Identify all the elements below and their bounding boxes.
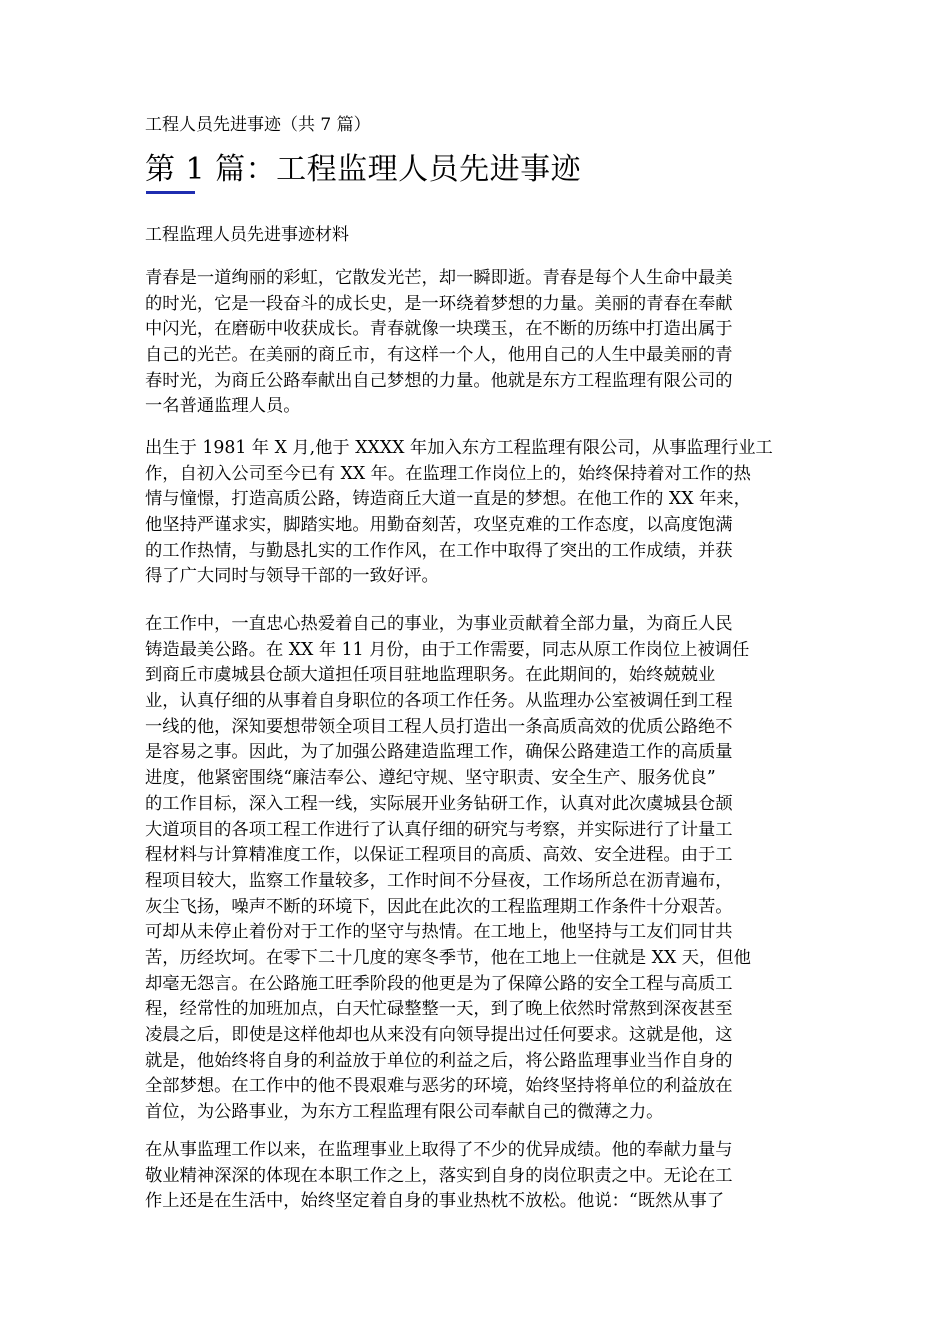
text-line: 一名普通监理人员。	[145, 396, 301, 417]
text-line: 却毫无怨言。在公路施工旺季阶段的他更是为了保障公路的安全工程与高质工	[145, 973, 733, 994]
text-line: 作，自初入公司至今已有 XX 年。在监理工作岗位上的，始终保持着对工作的热	[145, 463, 751, 484]
text-line: 中闪光，在磨砺中收获成长。青春就像一块璞玉，在不断的历练中打造出属于	[145, 319, 733, 340]
text-line: 出生于 1981 年 X 月,他于 XXXX 年加入东方工程监理有限公司，从事监理行业工	[145, 438, 773, 458]
text-line: 到商丘市虞城县仓颉大道担任项目驻地监理职务。在此期间的，始终兢兢业	[145, 665, 716, 686]
text-line: 得了广大同时与领导干部的一致好评。	[145, 566, 439, 587]
text-line: 一线的他，深知要想带领全项目工程人员打造出一条高质高效的优质公路绝不	[145, 716, 733, 737]
text-line: 的时光，它是一段奋斗的成长史，是一环绕着梦想的力量。美丽的青春在奉献	[145, 293, 733, 314]
text-line: 业，认真仔细的从事着自身职位的各项工作任务。从监理办公室被调任到工程	[145, 691, 733, 712]
text-line: 大道项目的各项工程工作进行了认真仔细的研究与考察，并实际进行了计量工	[145, 819, 733, 840]
text-line: 情与憧憬，打造高质公路，铸造商丘大道一直是的梦想。在他工作的 XX 年来，	[145, 489, 751, 510]
text-line: 灰尘飞扬，噪声不断的环境下，因此在此次的工程监理期工作条件十分艰苦。	[145, 896, 733, 917]
paragraph-3	[145, 612, 810, 1126]
text-line: 的工作目标，深入工程一线，实际展开业务钻研工作，认真对此次虞城县仓颉	[145, 793, 733, 814]
heading-underline	[146, 191, 195, 194]
subtitle: 工程监理人员先进事迹材料	[145, 225, 349, 245]
text-line: 自己的光芒。在美丽的商丘市，有这样一个人，他用自己的人生中最美丽的青	[145, 345, 733, 366]
text-line: 程项目较大，监察工作量较多，工作时间不分昼夜，工作场所总在沥青遍布，	[145, 870, 733, 891]
text-line: 可却从未停止着份对于工作的坚守与热情。在工地上，他坚持与工友们同甘共	[145, 922, 733, 943]
text-line: 进度，他紧密围绕“廉洁奉公、遵纪守规、坚守职责、安全生产、服务优良”	[145, 768, 716, 789]
paragraph-4	[145, 1138, 810, 1215]
chapter-heading: 第 1 篇：工程监理人员先进事迹	[145, 152, 582, 187]
paragraph-1	[145, 266, 810, 420]
text-line: 苦，历经坎坷。在零下二十几度的寒冬季节，他在工地上一住就是 XX 天，但他	[145, 947, 751, 968]
text-line: 全部梦想。在工作中的他不畏艰难与恶劣的环境，始终坚持将单位的利益放在	[145, 1076, 733, 1097]
text-line: 在工作中，一直忠心热爱着自己的事业，为事业贡献着全部力量，为商丘人民	[145, 614, 733, 634]
text-line: 铸造最美公路。在 XX 年 11 月份，由于工作需要，同志从原工作岗位上被调任	[145, 639, 750, 660]
paragraph-2	[145, 436, 810, 590]
text-line: 就是，他始终将自身的利益放于单位的利益之后，将公路监理事业当作自身的	[145, 1050, 733, 1071]
text-line: 青春是一道绚丽的彩虹，它散发光芒，却一瞬即逝。青春是每个人生命中最美	[145, 268, 733, 288]
text-line: 作上还是在生活中，始终坚定着自身的事业热枕不放松。他说：“既然从事了	[145, 1191, 725, 1212]
text-line: 首位，为公路事业，为东方工程监理有限公司奉献自己的微薄之力。	[145, 1102, 664, 1123]
text-line: 程材料与计算精准度工作，以保证工程项目的高质、高效、安全进程。由于工	[145, 845, 733, 866]
text-line: 程，经常性的加班加点，白天忙碌整整一天，到了晚上依然时常熬到深夜甚至	[145, 999, 733, 1020]
document-title: 工程人员先进事迹（共 7 篇）	[145, 115, 371, 135]
text-line: 他坚持严谨求实，脚踏实地。用勤奋刻苦，攻坚克难的工作态度，以高度饱满	[145, 515, 733, 536]
text-line: 的工作热情，与勤恳扎实的工作作风，在工作中取得了突出的工作成绩，并获	[145, 540, 733, 561]
text-line: 在从事监理工作以来，在监理事业上取得了不少的优异成绩。他的奉献力量与	[145, 1140, 733, 1160]
text-line: 是容易之事。因此，为了加强公路建造监理工作，确保公路建造工作的高质量	[145, 742, 733, 763]
text-line: 凌晨之后，即使是这样他却也从来没有向领导提出过任何要求。这就是他，这	[145, 1025, 733, 1045]
text-line: 春时光，为商丘公路奉献出自己梦想的力量。他就是东方工程监理有限公司的	[145, 370, 733, 391]
text-line: 敬业精神深深的体现在本职工作之上，落实到自身的岗位职责之中。无论在工	[145, 1165, 733, 1186]
